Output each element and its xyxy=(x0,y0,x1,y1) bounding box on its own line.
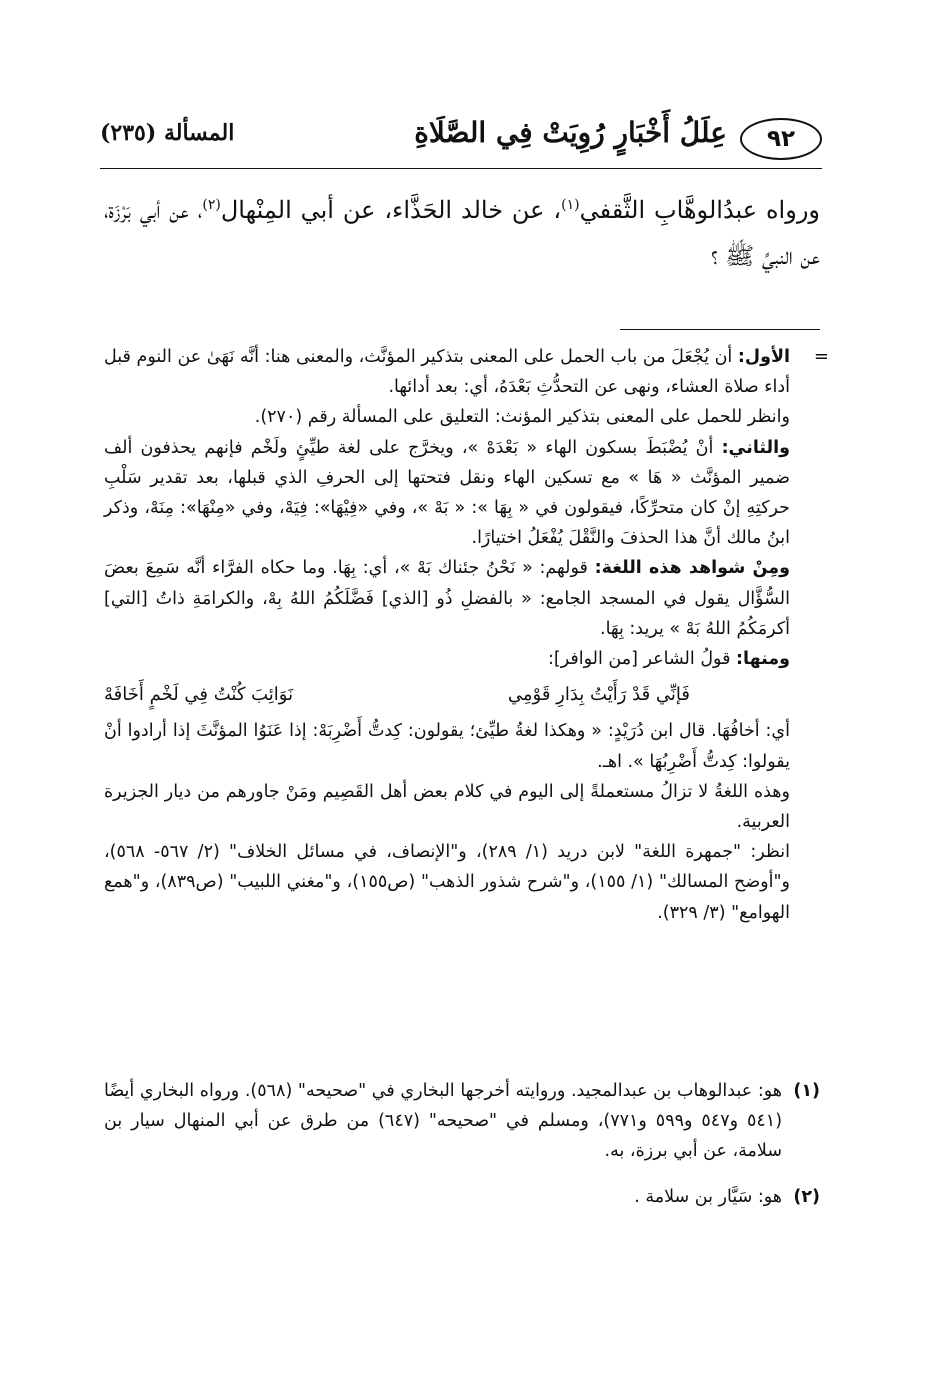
main-text-part-2: ، عن خالد الحَذَّاء، عن أبي المِنْهال xyxy=(220,196,562,224)
note-paragraph: انظر: "جمهرة اللغة" لابن دريد (١/ ٢٨٩)، و"الإنصاف، في مسائل الخلاف" (٢/ ٥٦٧- ٥٦٨)، و"أوضح المسالك" (١/ ١٥٥)، و"شرح شذور الذهب" (ص١٥٥)، و"مغني اللبيب" (ص٨٣٩)، و"همع الهوامع" (٣/ ٣٢٩). xyxy=(104,842,790,923)
footnote-ref-1: (١) xyxy=(561,197,580,213)
note-label: والثاني: xyxy=(721,437,790,458)
note-label: ومِنْ شواهد هذه اللغة: xyxy=(594,558,790,579)
header-divider xyxy=(100,168,822,169)
footnote-number: (٢) xyxy=(793,1187,820,1207)
footnote-1 xyxy=(104,1076,820,1167)
poetry-verse xyxy=(104,680,720,710)
note-paragraph: أي: أخافُهَا. قال ابن دُرَيْدٍ: « وهكذا لغةُ طيِّئ؛ يقولون: كِدتُّ أَضْرِبَهْ: إذا عَنَوُا المؤنَّثَ إذا أرادوا أنْ يقولوا: كِدتُّ أَضْرِبُهَا ». اهـ. xyxy=(104,721,790,772)
footnote-ref-2: (٢) xyxy=(202,197,221,213)
page-header xyxy=(100,112,822,160)
continued-footnote xyxy=(104,342,790,928)
book-title: عِلَلُ أَخْبَارٍ رُوِيَتْ فِي الصَّلَاةِ xyxy=(414,116,727,149)
main-text xyxy=(104,182,820,279)
footnote-divider xyxy=(620,329,820,330)
note-paragraph xyxy=(104,644,790,674)
note-text: قولُ الشاعر [من الوافر]: xyxy=(548,649,737,670)
page-number: ٩٢ xyxy=(740,118,822,160)
note-paragraph xyxy=(104,342,790,402)
footnote-text: هو: عبدالوهاب بن عبدالمجيد. وروايته أخرجها البخاري في "صحيحه" (٥٦٨). ورواه البخاري أيضًا (٥٤١ و٥٤٧ و٥٩٩ و٧٧١)، ومسلم في "صحيحه" (٦٤٧) من طرق عن أبي المنهال سيار بن سلامة، عن أبي برزة، به. xyxy=(104,1081,783,1162)
continuation-mark: = xyxy=(813,346,829,367)
footnote-text: هو: سَيَّار بن سلامة . xyxy=(634,1187,782,1207)
footnote-2 xyxy=(104,1182,820,1212)
verse-second-hemistich: نَوَائِبَ كُنْتُ فِي لَخْمٍ أَخَافَهْ xyxy=(104,684,294,706)
issue-number: المسألة (٢٣٥) xyxy=(100,120,235,146)
note-label: الأول: xyxy=(737,347,790,367)
main-text-part-3: ، عن أبي بَرْزَة، عن النبيِّ ﷺ ؟ xyxy=(104,196,820,270)
note-text: أن يُجْعَلَ من باب الحمل على المعنى بتذكير المؤنَّث، والمعنى هنا: أنَّه نَهَىٰ عن النوم قبل أداء صلاة العشاء، ونهى عن التحدُّثِ بَعْدَهُ، أي: بعد أدائها. xyxy=(104,347,790,398)
note-text: أنْ يُضْبَطَ بسكون الهاء « بَعْدَهْ »، ويخرَّج على لغة طيِّئٍ ولَخْم فإنهم يحذفون ألف ضمير المؤنَّث « هَا » مع تسكين الهاء ونقل فتحتها إلى الحرفِ الذي قبلها، بعد تقدير سَلْبِ حركتِهِ إنْ كان متحرِّكًا، فيقولون في « بِهَا »: « بَهْ »، وفي «فِيْهَا»: فِيَهْ، وفي «مِنْهَا»: مِنَهْ، وذكر ابنُ مالك أنَّ هذا الحذفَ والنَّقْلَ يُفْعَلُ اختيارًا. xyxy=(104,437,790,549)
verse-first-hemistich: فَإنِّي قَدْ رَأَيْتُ بِدَارِ قَوْمِي xyxy=(507,684,690,706)
main-text-part-1: ورواه عبدُالوهَّابِ الثَّقفي xyxy=(579,196,820,224)
note-paragraph xyxy=(104,433,790,554)
note-text: قولهم: « نَحْنُ جئناك بَهْ »، أي: بِهَا. وما حكاه الفرَّاء أنَّه سَمِعَ بعضَ السُّؤَّال يقول في المسجد الجامع: « بالفضلِ ذُو [الذي] فَضَّلَكُمُ اللهُ بِهْ، والكرامَةِ ذاتُ [التي] أكرمَكُمُ اللهُ بَهْ » يريد: بِهَا. xyxy=(104,558,790,639)
footnote-number: (١) xyxy=(793,1081,820,1101)
note-paragraph: وهذه اللغةُ لا تزالُ مستعملةً إلى اليوم في كلام بعض أهل القَصِيم ومَنْ جاورهم من ديار الجزيرة العربية. xyxy=(104,781,790,833)
note-paragraph xyxy=(104,553,790,644)
note-label: ومنها: xyxy=(736,649,790,670)
note-paragraph: وانظر للحمل على المعنى بتذكير المؤنث: التعليق على المسألة رقم (٢٧٠). xyxy=(254,407,790,428)
